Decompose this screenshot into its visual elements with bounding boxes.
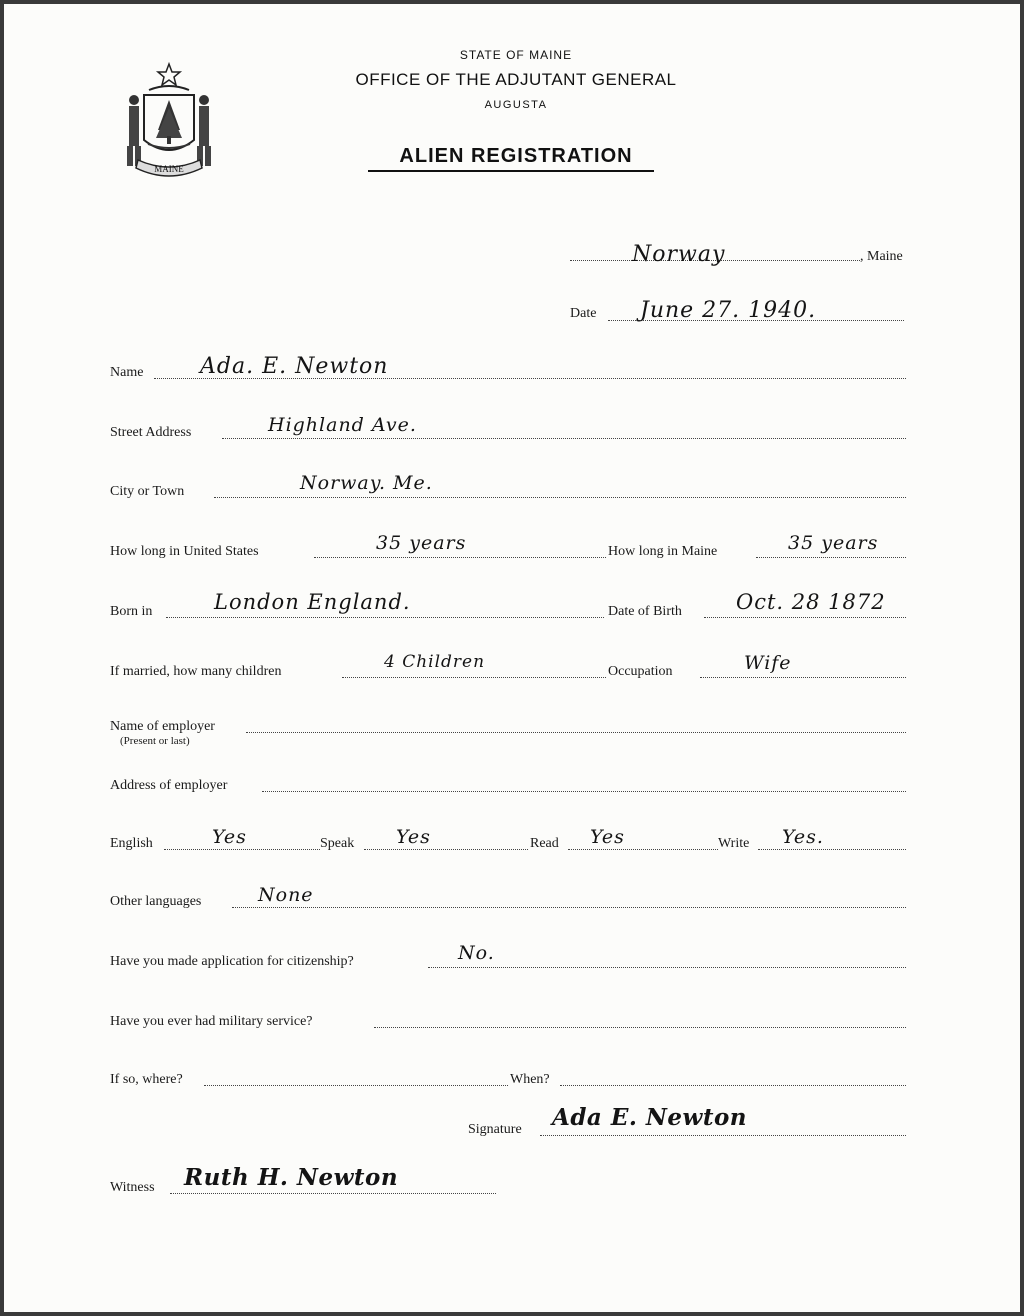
birthplace-label: Born in — [110, 604, 153, 619]
citizenship-value: No. — [458, 942, 495, 964]
street-line — [222, 438, 906, 439]
birth-date-label: Date of Birth — [608, 604, 682, 619]
date-label: Date — [570, 306, 597, 321]
occupation-line — [700, 677, 906, 678]
town-suffix-label: , Maine — [860, 249, 903, 264]
maine-duration-line — [756, 557, 906, 558]
english-label: English — [110, 836, 153, 851]
city-value: Norway. Me. — [300, 472, 433, 494]
occupation-label: Occupation — [608, 664, 673, 679]
signature-line — [540, 1135, 906, 1136]
street-label: Street Address — [110, 425, 192, 440]
witness-value: Ruth H. Newton — [184, 1164, 399, 1191]
citizenship-label: Have you made application for citizenship? — [110, 954, 354, 969]
employer-label: Name of employer — [110, 719, 215, 734]
form-title: ALIEN REGISTRATION — [399, 145, 633, 167]
speak-label: Speak — [320, 836, 355, 851]
employer-address-label: Address of employer — [110, 778, 228, 793]
name-label: Name — [110, 365, 144, 380]
maine-duration-value: 35 years — [788, 532, 879, 554]
birth-date-value: Oct. 28 1872 — [736, 590, 886, 614]
children-label: If married, how many children — [110, 664, 282, 679]
where-label: If so, where? — [110, 1072, 183, 1087]
other-languages-value: None — [258, 884, 314, 906]
write-line — [758, 849, 906, 850]
city-label: City or Town — [110, 484, 185, 499]
read-value: Yes — [590, 826, 625, 848]
witness-label: Witness — [110, 1180, 155, 1195]
write-label: Write — [718, 836, 750, 851]
street-value: Highland Ave. — [268, 414, 417, 436]
speak-line — [364, 849, 528, 850]
where-line — [204, 1085, 508, 1086]
date-value: June 27. 1940. — [640, 298, 817, 323]
birthplace-value: London England. — [214, 590, 411, 614]
us-duration-line — [314, 557, 606, 558]
english-line — [164, 849, 320, 850]
speak-value: Yes — [396, 826, 431, 848]
name-value: Ada. E. Newton — [200, 354, 389, 379]
signature-label: Signature — [468, 1122, 522, 1137]
employer-address-line — [262, 791, 906, 792]
read-line — [568, 849, 718, 850]
us-duration-label: How long in United States — [110, 544, 259, 559]
other-languages-label: Other languages — [110, 894, 202, 909]
birth-date-line — [704, 617, 906, 618]
when-line — [560, 1085, 906, 1086]
registration-form — [4, 4, 1020, 1312]
children-line — [342, 677, 606, 678]
signature-value: Ada E. Newton — [552, 1104, 748, 1131]
us-duration-value: 35 years — [376, 532, 467, 554]
military-line — [374, 1027, 906, 1028]
citizenship-line — [428, 967, 906, 968]
military-label: Have you ever had military service? — [110, 1014, 313, 1029]
header-city: AUGUSTA — [484, 99, 548, 111]
occupation-value: Wife — [744, 652, 792, 674]
witness-line — [170, 1193, 496, 1194]
children-value: 4 Children — [384, 652, 486, 672]
maine-duration-label: How long in Maine — [608, 544, 718, 559]
header-state: STATE OF MAINE — [459, 48, 573, 62]
town-value: Norway — [632, 242, 726, 267]
header-office: OFFICE OF THE ADJUTANT GENERAL — [355, 70, 677, 89]
employer-sublabel: (Present or last) — [120, 735, 190, 747]
other-languages-line — [232, 907, 906, 908]
write-value: Yes. — [782, 826, 824, 848]
employer-line — [246, 732, 906, 733]
read-label: Read — [530, 836, 559, 851]
title-underline — [368, 170, 654, 172]
when-label: When? — [510, 1072, 550, 1087]
birthplace-line — [166, 617, 604, 618]
english-value: Yes — [212, 826, 247, 848]
city-line — [214, 497, 906, 498]
svg-text:MAINE: MAINE — [154, 164, 184, 174]
